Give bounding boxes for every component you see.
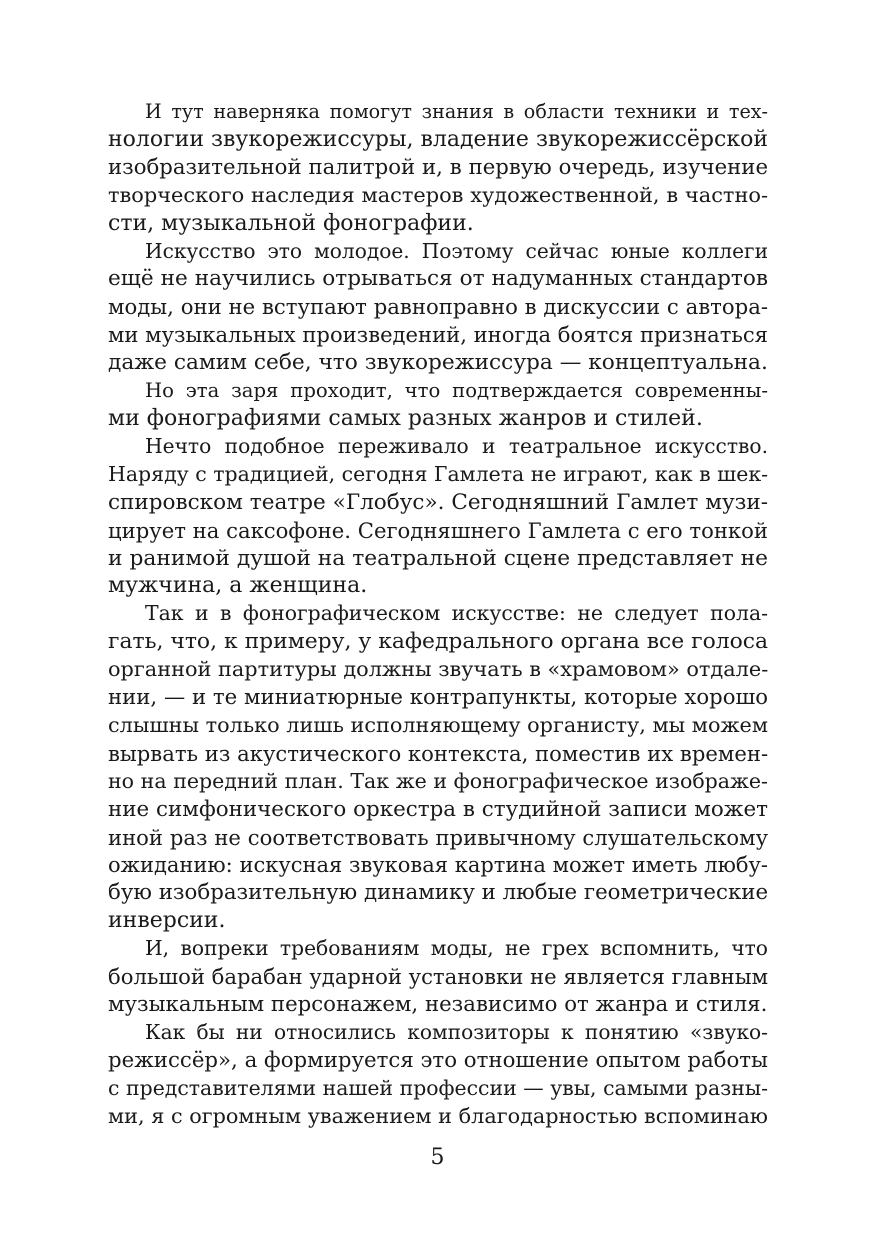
text-line: нологии звукорежиссуры, владение звукорежиссёрской — [108, 126, 768, 152]
text-line: с представителями нашей профессии — увы, самыми разны- — [108, 1075, 768, 1100]
text-line: даже самим себе, что звукорежиссура — концептуальна. — [108, 350, 768, 376]
text-line: спировском театре «Глобус». Сегодняшний Гамлет музи- — [108, 489, 768, 515]
text-line: режиссёр», а формируется это отношение опытом работы — [108, 1047, 768, 1073]
text-line: Но эта заря проходит, что подтверждается современны- — [145, 379, 768, 403]
paragraph-2 — [108, 238, 768, 378]
paragraph-6 — [108, 935, 768, 1019]
text-line: сти, музыкальной фонографии. — [108, 210, 474, 236]
body-text — [108, 98, 768, 1131]
text-line: ожиданию: искусная звуковая картина может иметь любу- — [108, 852, 768, 878]
text-line: музыкальным персонажем, независимо от жанра и стиля. — [108, 992, 768, 1017]
text-line: большой барабан ударной установки не является главным — [108, 964, 769, 990]
page-number: 5 — [430, 1145, 445, 1170]
text-line: бую изобразительную динамику и любые геометрические — [108, 880, 769, 906]
text-line: ми, я с огромным уважением и благодарностью вспоминаю — [108, 1103, 768, 1128]
text-line: изобразительной палитрой и, в первую очередь, изучение — [108, 154, 768, 180]
paragraph-7 — [108, 1019, 768, 1131]
text-line: мужчина, а женщина. — [108, 573, 368, 599]
text-line: моды, они не вступают равноправно в дискуссии с автора- — [108, 294, 768, 320]
text-line: Так и в фонографическом искусстве: не следует пола- — [145, 601, 768, 626]
text-line: но на передний план. Так же и фонографическое изображе- — [108, 768, 768, 793]
text-line: ми музыкальных произведений, иногда боятся признаться — [108, 322, 768, 348]
text-line: И, вопреки требованиям моды, не грех вспомнить, что — [145, 936, 768, 961]
text-line: иной раз не соответствовать привычному слушательскому — [108, 824, 768, 850]
text-line: ние симфонического оркестра в студийной записи может — [108, 796, 768, 822]
text-line: слышны только лишь исполняющему органисту, мы можем — [108, 712, 768, 737]
text-line: Нечто подобное переживало и театральное искусство. — [145, 433, 768, 458]
text-line: И тут наверняка помогут знания в области техники и тех- — [145, 100, 768, 123]
text-line: инверсии. — [108, 908, 226, 934]
text-line: Наряду с традицией, сегодня Гамлета не играют, как в шек- — [108, 461, 769, 486]
text-line: творческого наследия мастеров художественной, в частно- — [108, 182, 768, 207]
text-line: вырвать из акустического контекста, поместив их времен- — [108, 740, 769, 766]
text-line: органной партитуры должны звучать в «храмовом» отдале- — [108, 657, 769, 682]
text-line: Искусство это молодое. Поэтому сейчас юные коллеги — [145, 238, 768, 263]
paragraph-5 — [108, 600, 768, 935]
text-line: ми фонографиями самых разных жанров и стилей. — [108, 405, 703, 431]
text-line: гать, что, к примеру, у кафедрального органа все голоса — [108, 629, 769, 655]
paragraph-1 — [108, 98, 768, 238]
text-line: цирует на саксофоне. Сегодняшнего Гамлета с его тонкой — [108, 517, 768, 543]
paragraph-3 — [108, 377, 768, 433]
paragraph-4 — [108, 433, 768, 600]
text-line: ещё не научились отрываться от надуманных стандартов — [108, 266, 768, 292]
text-line: Как бы ни относились композиторы к понятию «звуко- — [145, 1019, 768, 1044]
text-line: нии, — и те миниатюрные контрапункты, которые хорошо — [108, 685, 768, 711]
text-line: и ранимой душой на театральной сцене представляет не — [108, 545, 768, 571]
